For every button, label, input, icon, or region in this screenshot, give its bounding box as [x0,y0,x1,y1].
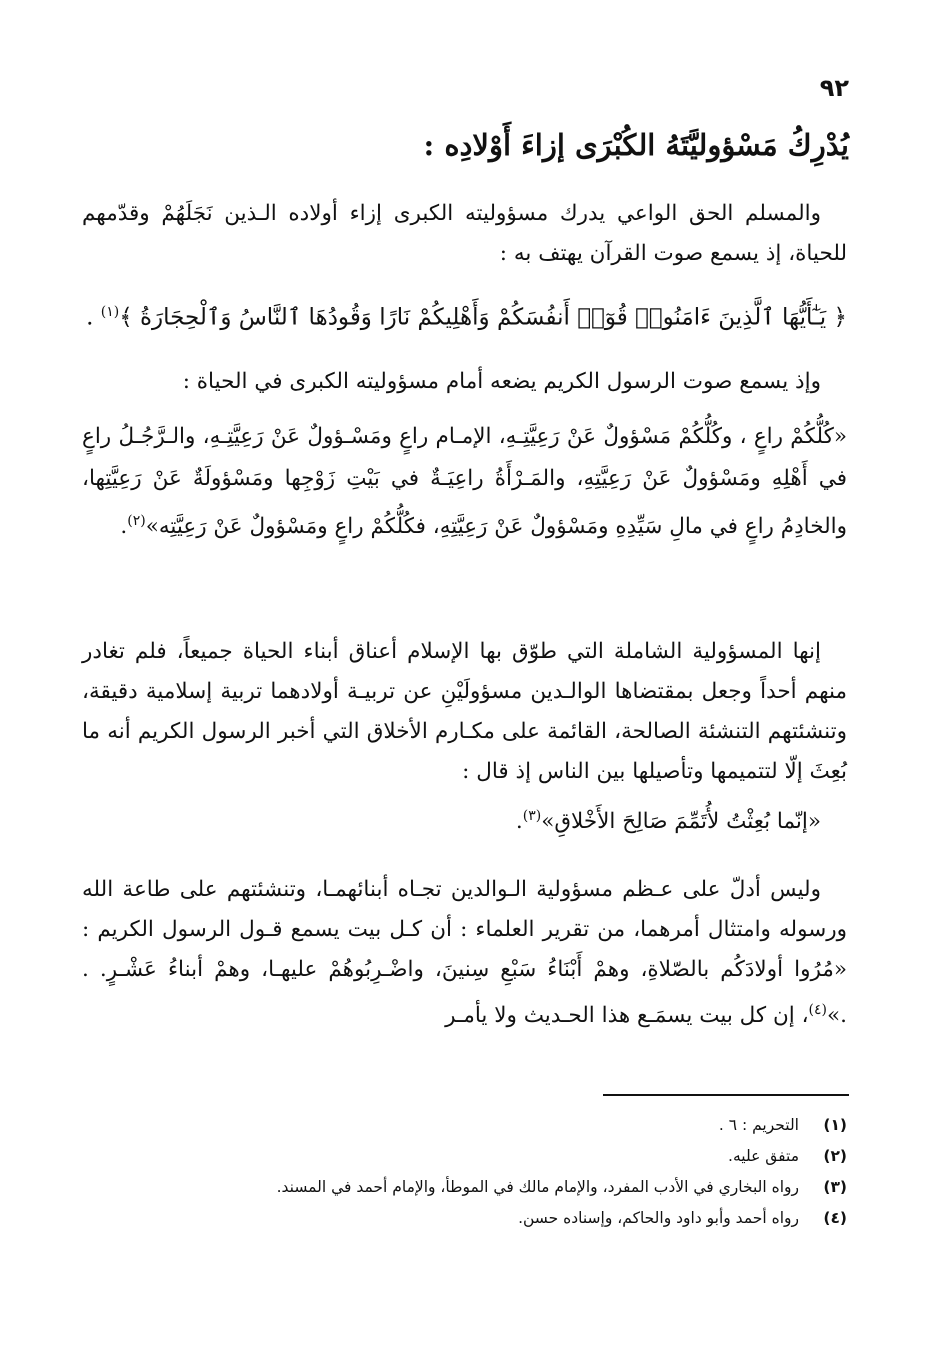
paragraph-3 [82,632,847,792]
hadith-1 [82,416,847,548]
footnote-item [82,1203,847,1234]
hadith-1-tail: . [120,514,128,540]
footnote-item [82,1110,847,1141]
page-number: ٩٢ [819,74,849,102]
footnote-ref-4[interactable]: (٤) [808,1002,827,1018]
paragraph-1 [82,194,847,274]
paragraph-4-tail: ، إن كل بيت يسمَـع هذا الحـديث ولا يأمـر [445,1003,809,1029]
section-heading: يُدْرِكُ مَسْؤوليَّتَهُ الكُبْرَى إزاءَ أَوْلادِه : [423,128,849,162]
footnote-number: (١) [823,1116,847,1134]
quran-verse [82,292,847,338]
footnote-divider [603,1094,849,1096]
footnote-ref-2[interactable]: (٢) [127,513,146,529]
footnote-text: رواه البخاري في الأدب المفرد، والإمام مالك في الموطأ، والإمام أحمد في المسند. [276,1178,799,1196]
footnote-ref-3[interactable]: (٣) [522,808,542,824]
paragraph-4 [82,870,847,1036]
paragraph-2 [82,362,847,402]
paragraph-1-text: والمسلم الحق الواعي يدرك مسؤوليته الكبرى إزاء أولاده الـذين نَجَلَهُمْ وقدّمهم للحياة، إذ يسمع صوت القرآن يهتف به : [82,201,847,266]
footnote-number: (٣) [823,1178,847,1196]
footnote-text: رواه أحمد وأبو داود والحاكم، وإسناده حسن. [518,1209,799,1227]
verse-tail: . [86,304,101,331]
quran-verse-text: ﴿ يَـٰٓأَيُّهَا ٱلَّذِينَ ءَامَنُوا۟ قُوٓا۟ أَنفُسَكُمْ وَأَهْلِيكُمْ نَارًا وَقُودُهَا ٱلنَّاسُ وَٱلْحِجَارَةُ ﴾ [119,304,847,331]
footnote-number: (٤) [823,1209,847,1227]
footnote-number: (٢) [823,1147,847,1165]
footnote-ref-1[interactable]: (١) [100,304,120,320]
hadith-2-tail: . [515,809,523,835]
paragraph-3-text: إنها المسؤولية الشاملة التي طوّق بها الإسلام أعناق أبناء الحياة جميعاً، فلم تغادر منهم أحداً وجعل بمقتضاها الوالـدين مسؤولَيْنِ عن تربيـة أولادهما تربية إسلامية دقيقة، وتنشئتهم التنشئة الصالحة، القائمة على مكـارم الأخلاق التي أخبر الرسول الكريم أنه ما بُعِثَ إلّا لتتميمها وتأصيلها بين الناس إذ قال : [82,639,847,784]
hadith-2 [82,796,847,842]
paragraph-2-text: وإذ يسمع صوت الرسول الكريم يضعه أمام مسؤوليته الكبرى في الحياة : [182,369,821,394]
footnote-item [82,1141,847,1172]
footnote-item [82,1172,847,1203]
footnotes-list [82,1110,847,1234]
hadith-2-text: «إنّما بُعِثْتُ لأُتَمِّمَ صَالِحَ الأَخْلاقِ» [541,809,821,835]
footnote-text: متفق عليه. [728,1147,799,1165]
footnote-text: التحريم : ٦ . [718,1116,799,1134]
hadith-1-text: «كُلُّكُمْ راعٍ ، وكُلُّكُمْ مَسْؤولٌ عَنْ رَعِيَّتِـهِ، الإمـام راعٍ ومَسْـؤولٌ عَنْ رَعِيَّتِـهِ، والـرَّجُـلُ راعٍ في أَهْلِهِ ومَسْؤولٌ عَنْ رَعِيَّتِهِ، والمَـرْأَةُ راعِيَـةٌ في بَيْتِ زَوْجِها ومَسْؤولَةٌ عَنْ رَعِيَّتِها، والخادِمُ راعٍ في مالِ سَيِّدِهِ ومَسْؤولٌ عَنْ رَعِيَّتِهِ، فكُلُّكُمْ راعٍ ومَسْؤولٌ عَنْ رَعِيَّتِه» [82,424,847,540]
paragraph-4-text: وليس أدلّ على عـظم مسؤولية الـوالدين تجـاه أبنائهمـا، وتنشئتهم على طاعة الله ورسوله وامتثال أمرهما، من تقرير العلماء : أن كـل بيت يسمع قـول الرسول الكريم : «مُرُوا أولادَكُم بالصّلاةِ، وهمْ أَبْنَاءُ سَبْعِ سِنينَ، واضْـرِبُوهُمْ عليهـا، وهمْ أبناءُ عَشْـرٍ. . .» [82,877,847,1029]
